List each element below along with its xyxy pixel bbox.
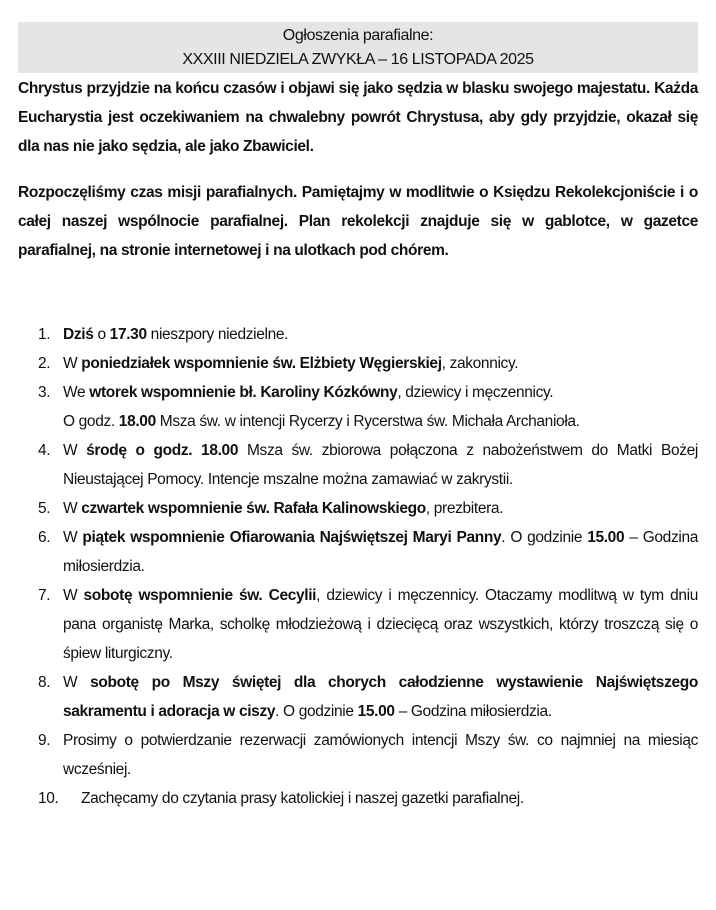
text: – Godzina miłosierdzia.	[63, 529, 698, 575]
page-subtitle: XXXIII NIEDZIELA ZWYKŁA – 16 LISTOPADA 2025	[182, 51, 534, 68]
text: , zakonnicy.	[441, 355, 519, 372]
bold-text: czwartek wspomnienie św. Rafała Kalinowskiego	[81, 500, 426, 517]
announcement-item	[18, 436, 698, 494]
announcement-item	[18, 581, 698, 668]
item-text	[63, 523, 698, 581]
announcement-item	[18, 726, 698, 784]
text: O godz.	[63, 413, 119, 430]
announcement-item	[18, 320, 698, 349]
text: , prezbitera.	[425, 500, 504, 517]
bold-text: wtorek wspomnienie bł. Karoliny Kózkówny	[89, 384, 398, 401]
announcement-item	[18, 668, 698, 726]
item-number: 3.	[38, 384, 51, 401]
bold-text: 15.00	[587, 529, 625, 546]
announcement-item	[18, 784, 698, 813]
text: . O godzinie	[275, 703, 358, 720]
item-text	[63, 726, 698, 784]
text: Zachęcamy do czytania prasy katolickiej i naszej gazetki parafialnej.	[81, 790, 524, 807]
text: W	[63, 355, 82, 372]
text: nieszpory niedzielne.	[146, 326, 289, 343]
item-number: 4.	[38, 442, 51, 459]
item-number: 9.	[38, 732, 51, 749]
page-title: Ogłoszenia parafialne:	[282, 27, 434, 44]
bold-text: sobotę po Mszy świętej dla chorych całodzienne wystawienie Najświętszego sakramentu i adoracja w ciszy	[63, 674, 698, 720]
announcement-item	[18, 494, 698, 523]
item-number: 6.	[38, 529, 51, 546]
bold-text: piątek wspomnienie Ofiarowania Najświętszej Maryi Panny	[82, 529, 502, 546]
text: W	[63, 674, 91, 691]
item-text	[63, 320, 698, 349]
item-text	[63, 378, 698, 407]
bold-text: poniedziałek wspomnienie św. Elżbiety Węgierskiej	[81, 355, 442, 372]
announcements-list	[18, 320, 698, 813]
bold-text: 17.30	[109, 326, 147, 343]
item-number: 2.	[38, 355, 51, 372]
announcement-item	[18, 523, 698, 581]
intro-paragraph-2: Rozpoczęliśmy czas misji parafialnych. Pamiętajmy w modlitwie o Księdzu Rekolekcjoniście i o całej naszej wspólnocie parafialnej. Plan rekolekcji znajduje się w gablotce, w gazetce parafialnej, na stronie internetowej i na ulotkach pod chórem.	[18, 184, 698, 259]
text: . O godzinie	[501, 529, 588, 546]
text: W	[63, 529, 83, 546]
intro-paragraph-1: Chrystus przyjdzie na końcu czasów i objawi się jako sędzia w blasku swojego majestatu. Każda Eucharystia jest oczekiwaniem na chwalebny powrót Chrystusa, aby gdy przyjdzie, okazał się dla nas nie jako sędzia, ale jako Zbawiciel.	[18, 80, 698, 155]
item-text	[63, 436, 698, 494]
item-text	[63, 494, 698, 523]
text: , dziewicy i męczennicy. Otaczamy modlitwą w tym dniu pana organistę Marka, scholkę młodzieżową i dziecięcą oraz wszystkich, którzy troszczą się o śpiew liturgiczny.	[63, 587, 698, 662]
text: Msza św. w intencji Rycerzy i Rycerstwa św. Michała Archanioła.	[155, 413, 580, 430]
text: – Godzina miłosierdzia.	[394, 703, 552, 720]
text: o	[93, 326, 110, 343]
item-text	[63, 349, 698, 378]
item-extra-text	[63, 407, 698, 436]
bold-text: środę o godz. 18.00	[86, 442, 239, 459]
item-number: 8.	[38, 674, 51, 691]
bold-text: 18.00	[118, 413, 156, 430]
text: Msza św. zbiorowa połączona z nabożeństwem do Matki Bożej Nieustającej Pomocy. Intencje mszalne można zamawiać w zakrystii.	[63, 442, 698, 488]
item-number: 5.	[38, 500, 51, 517]
announcement-item	[18, 378, 698, 436]
item-text	[63, 668, 698, 726]
text: We	[63, 384, 90, 401]
item-text	[81, 784, 698, 813]
bold-text: sobotę wspomnienie św. Cecylii	[83, 587, 317, 604]
announcement-item	[18, 349, 698, 378]
header-box	[18, 22, 698, 73]
item-number: 7.	[38, 587, 51, 604]
item-number: 10.	[38, 790, 59, 807]
text: W	[63, 442, 87, 459]
item-text	[63, 581, 698, 668]
item-number: 1.	[38, 326, 51, 343]
bold-text: 15.00	[357, 703, 395, 720]
bold-text: Dziś	[63, 326, 94, 343]
text: W	[63, 500, 82, 517]
text: , dziewicy i męczennicy.	[397, 384, 554, 401]
text: W	[63, 587, 84, 604]
text: Prosimy o potwierdzanie rezerwacji zamówionych intencji Mszy św. co najmniej na miesiąc wcześniej.	[63, 732, 698, 778]
